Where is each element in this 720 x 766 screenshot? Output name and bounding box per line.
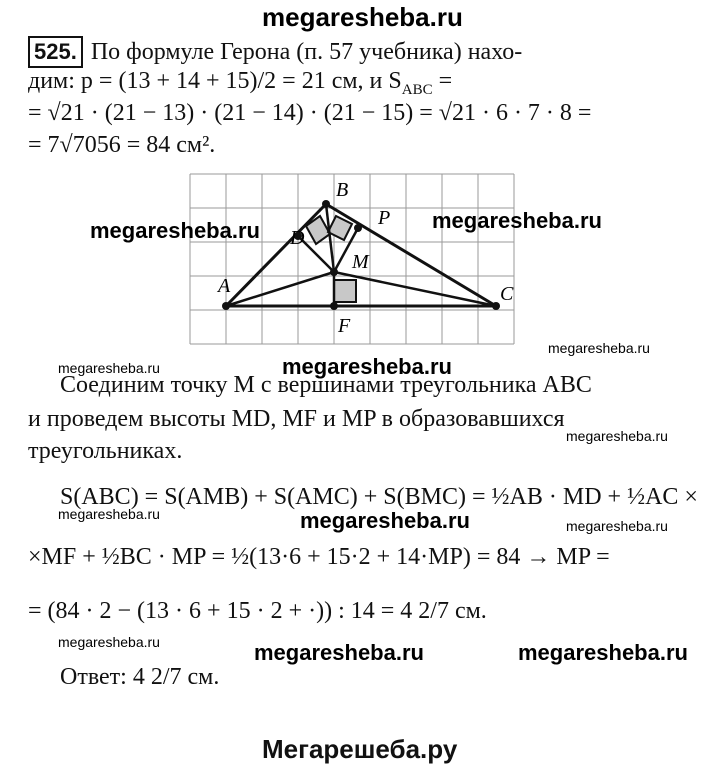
right-angle-mark-f [334,280,356,302]
label-b: B [336,179,349,201]
para-line-3: треугольниках. [28,438,183,464]
problem-line-3: = √21 · (21 − 13) · (21 − 14) · (21 − 15) = √21 · 6 · 7 · 8 = [28,100,592,126]
label-c: C [500,283,514,305]
equation-line-2: ×MF + ½BC · MP = ½(13·6 + 15·2 + 14·MP) = 84 → MP = [28,544,610,570]
watermark-mid-3: megaresheba.ru [282,354,452,379]
problem-line-2 [28,68,452,99]
watermark-small-3: megaresheba.ru [566,428,668,444]
watermark-small-1: megaresheba.ru [58,360,160,376]
right-angle-mark-p [328,216,352,240]
watermark-small-4: megaresheba.ru [58,506,160,522]
problem-line-4: = 7√7056 = 84 см². [28,132,216,158]
triangle-figure [186,168,536,348]
label-f: F [338,315,351,337]
problem-line-2-end: = [432,68,453,94]
problem-line-1-text: По формуле Герона (п. 57 учебника) нахо- [90,39,523,65]
problem-line-1 [28,36,522,68]
watermark-mid-6: megaresheba.ru [518,640,688,665]
footer-watermark: Мегарешеба.ру [262,734,458,764]
watermark-small-2: megaresheba.ru [548,340,650,356]
problem-line-2-sub: ABC [401,81,433,98]
para-line-2: и проведем высоты MD, MF и MP в образовавшихся [28,406,565,432]
watermark-mid-1: megaresheba.ru [90,218,260,243]
watermark-mid-5: megaresheba.ru [254,640,424,665]
watermark-mid-2: megaresheba.ru [432,208,602,233]
watermark-small-6: megaresheba.ru [58,634,160,650]
answer-line: Ответ: 4 2/7 см. [60,664,220,690]
header-watermark: megaresheba.ru [262,2,463,32]
watermark-small-5: megaresheba.ru [566,518,668,534]
problem-number: 525. [28,36,83,68]
label-a: A [218,275,231,297]
para-line-1: Соединим точку M с вершинами треугольника ABC [60,372,592,398]
problem-line-2-text: дим: p = (13 + 14 + 15)/2 = 21 см, и S [28,68,402,94]
equation-line-1: S(ABC) = S(AMB) + S(AMC) + S(BMC) = ½AB · MD + ½AC × [60,484,698,510]
label-p: P [378,207,391,229]
label-m: M [352,251,369,273]
equation-line-3: = (84 · 2 − (13 · 6 + 15 · 2 + ·)) : 14 = 4 2/7 см. [28,598,487,624]
label-d: D [290,227,305,249]
watermark-mid-4: megaresheba.ru [300,508,470,533]
